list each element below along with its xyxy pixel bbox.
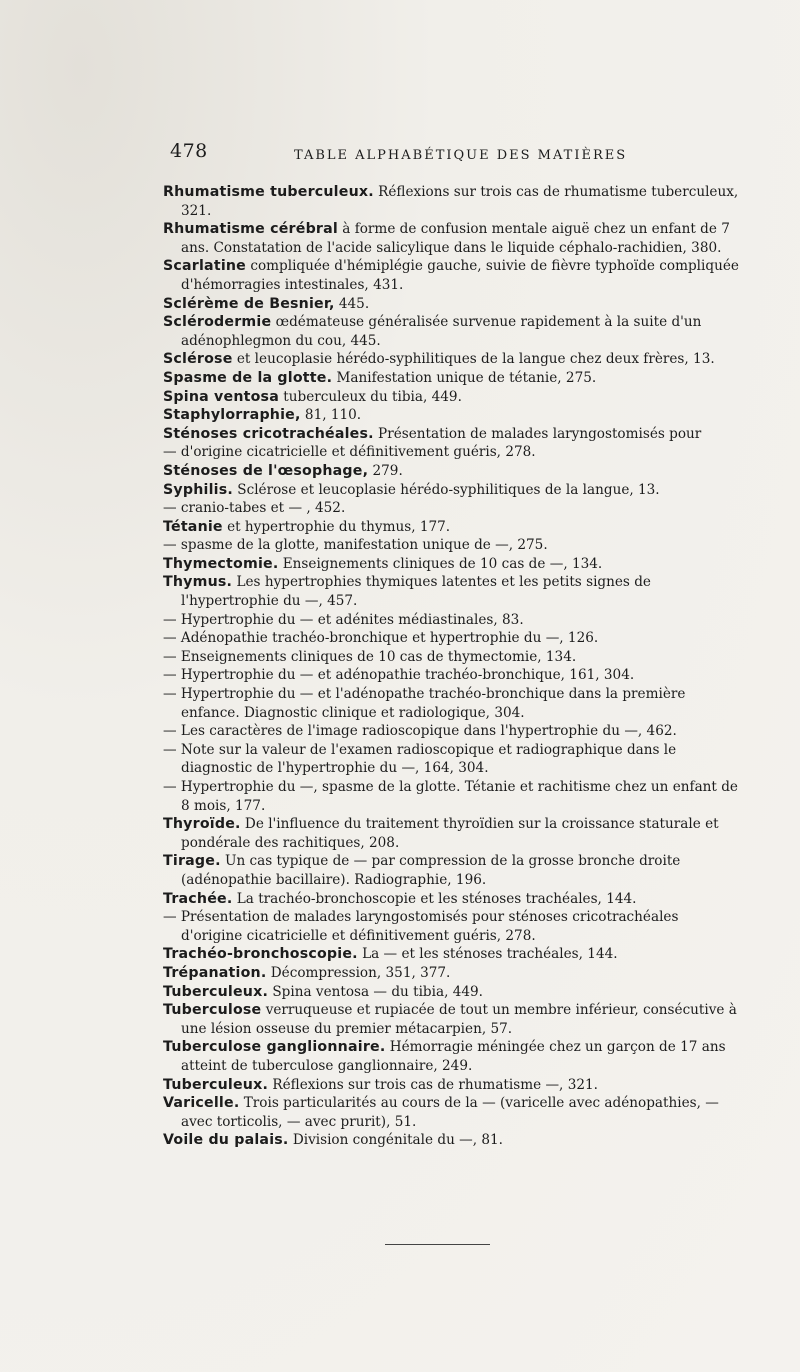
index-entry bbox=[163, 722, 743, 741]
entry-text: — cranio-tabes et — , 452. bbox=[163, 500, 346, 517]
entry-text: — Hypertrophie du — et adénopathie trachéo-bronchique, 161, 304. bbox=[163, 667, 635, 684]
entry-text: 445. bbox=[334, 295, 370, 312]
entry-heading: Thymectomie. bbox=[163, 555, 279, 572]
entry-heading: Rhumatisme tuberculeux. bbox=[163, 184, 374, 200]
entry-heading: Spina ventosa bbox=[163, 388, 279, 405]
entry-text: Un cas typique de — par compression de la grosse bronche droite (adénopathie bacillaire). Radiographie, 196. bbox=[181, 853, 681, 888]
entry-text: verruqueuse et rupiacée de tout un membre inférieur, consécutive à une lésion osseuse du premier métacarpien, 57. bbox=[181, 1002, 737, 1037]
entry-heading: Tuberculose ganglionnaire. bbox=[163, 1039, 386, 1056]
index-entry bbox=[163, 481, 743, 500]
index-entry bbox=[163, 1001, 743, 1038]
entry-text: — Enseignements cliniques de 10 cas de thymectomie, 134. bbox=[163, 648, 577, 665]
entry-text: — Hypertrophie du —, spasme de la glotte. Tétanie et rachitisme chez un enfant de 8 mois, 177. bbox=[163, 779, 738, 814]
index-entry bbox=[163, 685, 743, 722]
index-entry bbox=[163, 778, 743, 815]
subject-index bbox=[163, 183, 743, 1150]
entry-text: — Les caractères de l'image radioscopique dans l'hypertrophie du —, 462. bbox=[163, 723, 677, 740]
index-entry bbox=[163, 666, 743, 685]
index-entry bbox=[163, 648, 743, 667]
index-entry bbox=[163, 1094, 743, 1131]
running-title: TABLE ALPHABÉTIQUE DES MATIÈRES bbox=[294, 148, 628, 163]
index-entry bbox=[163, 890, 743, 909]
entry-text: Réflexions sur trois cas de rhumatisme tuberculeux, 321. bbox=[181, 184, 739, 219]
entry-text: Décompression, 351, 377. bbox=[266, 964, 451, 981]
index-entry bbox=[163, 443, 743, 462]
entry-text: Division congénitale du —, 81. bbox=[288, 1132, 503, 1149]
index-entry bbox=[163, 1076, 743, 1095]
entry-text: Les hypertrophies thymiques latentes et les petits signes de l'hypertrophie du —, 457. bbox=[181, 574, 651, 610]
index-entry bbox=[163, 425, 743, 444]
index-entry bbox=[163, 741, 743, 778]
index-entry bbox=[163, 1038, 743, 1075]
entry-heading: Tuberculeux. bbox=[163, 983, 269, 1000]
index-entry bbox=[163, 369, 743, 388]
entry-heading: Tuberculose bbox=[163, 1002, 262, 1019]
page-number: 478 bbox=[170, 140, 208, 162]
entry-heading: Tirage. bbox=[163, 853, 221, 870]
index-entry bbox=[163, 815, 743, 852]
entry-heading: Rhumatisme cérébral bbox=[163, 221, 338, 238]
entry-heading: Varicelle. bbox=[163, 1095, 240, 1112]
entry-text: Enseignements cliniques de 10 cas de —, 134. bbox=[278, 555, 603, 572]
index-entry bbox=[163, 629, 743, 648]
index-entry bbox=[163, 573, 743, 610]
entry-text: — d'origine cicatricielle et définitivement guéris, 278. bbox=[163, 444, 536, 461]
index-entry bbox=[163, 388, 743, 407]
entry-text: Présentation de malades laryngostomisés pour bbox=[373, 425, 702, 442]
entry-heading: Tétanie bbox=[163, 518, 223, 535]
index-entry bbox=[163, 908, 743, 945]
page-header bbox=[170, 140, 750, 170]
entry-text: Sclérose et leucoplasie hérédo-syphilitiques de la langue, 13. bbox=[232, 481, 660, 498]
entry-text: à forme de confusion mentale aiguë chez un enfant de 7 ans. Constatation de l'acide salicylique dans le liquide céphalo-rachidien, 380. bbox=[181, 221, 730, 256]
entry-text: — Adénopathie trachéo-bronchique et hypertrophie du —, 126. bbox=[163, 630, 599, 647]
index-entry bbox=[163, 313, 743, 350]
index-entry bbox=[163, 983, 743, 1002]
index-entry bbox=[163, 852, 743, 889]
entry-heading: Sténoses cricotrachéales. bbox=[163, 425, 374, 442]
entry-heading: Sténoses de l'œsophage, bbox=[163, 462, 369, 479]
entry-heading: Sclérodermie bbox=[163, 314, 272, 331]
index-entry bbox=[163, 406, 743, 425]
index-entry bbox=[163, 350, 743, 369]
entry-heading: Voile du palais. bbox=[163, 1132, 289, 1149]
index-entry bbox=[163, 1131, 743, 1150]
entry-heading: Scarlatine bbox=[163, 258, 247, 275]
entry-heading: Thymus. bbox=[163, 574, 233, 591]
entry-heading: Trachée. bbox=[163, 890, 233, 907]
entry-text: Réflexions sur trois cas de rhumatisme —, 321. bbox=[268, 1076, 598, 1093]
entry-text: tuberculeux du tibia, 449. bbox=[278, 388, 462, 405]
entry-text: 81, 110. bbox=[300, 407, 362, 424]
entry-text: — Présentation de malades laryngostomisés pour sténoses cricotrachéales d'origine cicatricielle et définitivement guéris, 278. bbox=[163, 909, 679, 944]
entry-heading: Tuberculeux. bbox=[163, 1076, 269, 1093]
entry-text: La — et les sténoses trachéales, 144. bbox=[357, 946, 618, 963]
index-entry bbox=[163, 945, 743, 964]
entry-text: — Note sur la valeur de l'examen radioscopique et radiographique dans le diagnostic de l'hypertrophie du —, 164, 304. bbox=[163, 741, 677, 777]
entry-text: compliquée d'hémiplégie gauche, suivie de fièvre typhoïde compliquée d'hémorragies intestinales, 431. bbox=[181, 258, 739, 293]
entry-text: — Hypertrophie du — et l'adénopathe trachéo-bronchique dans la première enfance. Diagnostic clinique et radiologique, 304. bbox=[163, 686, 686, 721]
index-entry bbox=[163, 536, 743, 555]
entry-text: Hémorragie méningée chez un garçon de 17 ans atteint de tuberculose ganglionnaire, 249. bbox=[181, 1039, 726, 1074]
index-entry bbox=[163, 555, 743, 574]
entry-text: — spasme de la glotte, manifestation unique de —, 275. bbox=[163, 537, 548, 554]
end-rule bbox=[385, 1244, 490, 1245]
entry-text: 279. bbox=[368, 462, 403, 479]
entry-text: Spina ventosa — du tibia, 449. bbox=[268, 983, 483, 1000]
index-entry bbox=[163, 611, 743, 630]
entry-heading: Trachéo-bronchoscopie. bbox=[163, 946, 358, 963]
entry-text: La trachéo-bronchoscopie et les sténoses trachéales, 144. bbox=[232, 890, 637, 907]
entry-heading: Staphylorraphie, bbox=[163, 407, 301, 424]
entry-heading: Syphilis. bbox=[163, 481, 233, 498]
index-entry bbox=[163, 964, 743, 983]
entry-text: et leucoplasie hérédo-syphilitiques de la langue chez deux frères, 13. bbox=[232, 351, 715, 368]
index-entry bbox=[163, 183, 743, 220]
index-entry bbox=[163, 462, 743, 481]
entry-text: — Hypertrophie du — et adénites médiastinales, 83. bbox=[163, 611, 524, 628]
entry-heading: Spasme de la glotte. bbox=[163, 369, 333, 386]
entry-heading: Sclérose bbox=[163, 351, 233, 368]
entry-text: De l'influence du traitement thyroïdien sur la croissance staturale et pondérale des rachitiques, 208. bbox=[181, 816, 719, 851]
entry-heading: Sclérème de Besnier, bbox=[163, 295, 335, 312]
entry-heading: Trépanation. bbox=[163, 964, 267, 981]
index-entry bbox=[163, 220, 743, 257]
index-entry bbox=[163, 257, 743, 294]
entry-text: Trois particularités au cours de la — (varicelle avec adénopathies, — avec torticolis, — avec prurit), 51. bbox=[181, 1095, 719, 1130]
entry-text: Manifestation unique de tétanie, 275. bbox=[332, 369, 597, 386]
index-entry bbox=[163, 295, 743, 314]
entry-heading: Thyroïde. bbox=[163, 816, 241, 833]
entry-text: œdémateuse généralisée survenue rapidement à la suite d'un adénophlegmon du cou, 445. bbox=[181, 314, 702, 349]
index-entry bbox=[163, 499, 743, 518]
index-entry bbox=[163, 518, 743, 537]
entry-text: et hypertrophie du thymus, 177. bbox=[222, 518, 451, 535]
